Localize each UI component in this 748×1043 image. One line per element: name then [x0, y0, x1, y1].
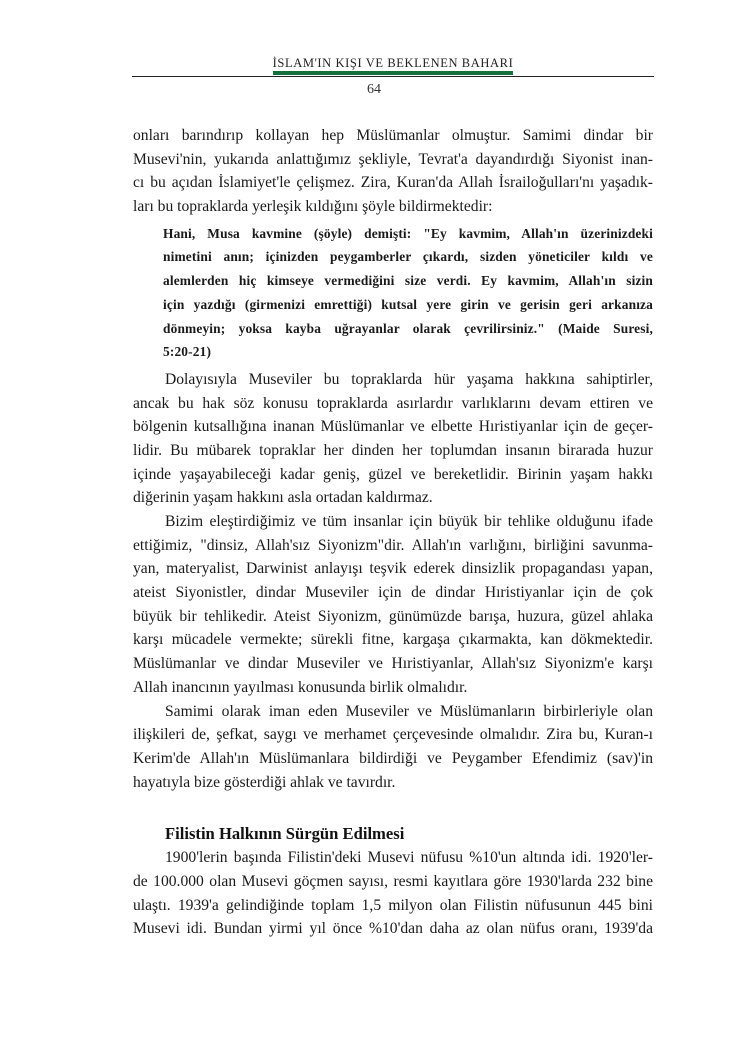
quote-line: dönmeyin; yoksa kayba uğrayanlar olarak çevrilirsiniz." (Maide Suresi,: [163, 320, 653, 336]
header-accent-bar: [273, 71, 513, 75]
text-line: Samimi olarak iman eden Museviler ve Müslümanların birbirleriyle olan: [165, 702, 653, 720]
text-line: onları barındırıp kollayan hep Müslümanlar olmuştur. Samimi dindar bir: [133, 127, 653, 144]
text-line: Dolayısıyla Museviler bu topraklarda hür yaşama hakkına sahiptirler,: [165, 370, 653, 388]
text-line: karşı mücadele vermekte; sürekli fitne, kargaşa çıkarmakta, kan dökmektedir.: [133, 631, 653, 649]
paragraph: [133, 368, 653, 510]
page-number: 64: [367, 82, 381, 97]
text-line: ilişkileri de, şefkat, saygı ve merhamet çerçevesinde olmalıdır. Zira bu, Kuran-ı: [133, 726, 653, 744]
text-line: ları bu topraklarda yerleşik kıldığını şöyle bildirmektedir:: [133, 198, 493, 216]
text-line: Bizim eleştirdiğimiz ve tüm insanlar için büyük bir tehlike olduğunu ifade: [165, 513, 653, 530]
verse-quote: [163, 222, 653, 364]
text-line: ulaştı. 1939'a gelindiğinde toplam 1,5 milyon olan Filistin nüfusunun 445 bini: [133, 896, 653, 914]
paragraph: [133, 510, 653, 700]
text-line: büyük bir tehlikedir. Ateist Siyonizm, günümüzde barışa, huzura, güzel ahlaka: [133, 607, 653, 625]
text-line: lidir. Bu mübarek topraklar her dinden her toplumdan insanın birarada huzur: [133, 441, 653, 459]
paragraph: [133, 700, 653, 795]
text-line: cı bu açıdan İslamiyet'le çelişmez. Zira, Kuran'da Allah İsrailoğulları'nı yaşadık-: [133, 174, 653, 192]
text-line: ancak bu hak söz konusu topraklarda asırlardır varlıklarını devam ettiren ve: [133, 394, 653, 412]
text-line: Musevi'nin, yukarıda anlattığımız şekliyle, Tevrat'a dayandırdığı Siyonist inan-: [133, 150, 653, 168]
quote-line: alemlerden hiç kimseye vermediğini size verdi. Ey kavmim, Allah'ın sizin: [163, 273, 653, 289]
paragraph-continuation: [133, 124, 653, 219]
text-line: içinde yaşayabileceği kadar geniş, güzel ve bereketlidir. Birinin yaşam hakkı: [133, 465, 653, 483]
body-text: [133, 124, 653, 941]
text-line: yan, materyalist, Darwinist anlayışı teşvik ederek dinsizlik propagandası yapan,: [133, 560, 653, 578]
quote-line: için yazdığı (girmenizi emrettiği) kutsal yere girin ve gerisin geri arkanıza: [163, 296, 653, 312]
text-line: ateist Siyonistler, dindar Museviler için de dindar Hıristiyanlar için de çok: [133, 584, 653, 602]
header-rule: [132, 76, 654, 77]
section-heading: Filistin Halkının Sürgün Edilmesi: [165, 824, 405, 844]
text-line: diğerinin yaşam hakkını asla ortadan kaldırmaz.: [133, 489, 433, 507]
text-line: de 100.000 olan Musevi göçmen sayısı, resmi kayıtlara göre 1930'larda 232 bine: [133, 872, 653, 890]
text-line: hayatıyla bize gösterdiği ahlak ve tavırdır.: [133, 773, 396, 791]
text-line: bölgenin kutsallığına inanan Müslümanlar ve elbette Hıristiyanlar için de geçer-: [133, 418, 653, 436]
quote-line: nimetini anın; içinizden peygamberler çıkardı, sizden yöneticiler kıldı ve: [163, 249, 653, 265]
text-line: Allah inancının yayılması konusunda birlik olmalıdır.: [133, 678, 468, 696]
quote-citation: 5:20-21): [163, 344, 212, 360]
text-line: ettiğimiz, "dinsiz, Allah'sız Siyonizm"dir. Allah'ın varlığını, birliğini savunma-: [133, 536, 653, 554]
quote-line: Hani, Musa kavmine (şöyle) demişti: "Ey kavmim, Allah'ın üzerinizdeki: [163, 225, 653, 241]
running-title: İSLAM'IN KIŞI VE BEKLENEN BAHARI: [272, 56, 514, 70]
section-paragraph: [133, 846, 653, 941]
text-line: Musevi idi. Bundan yirmi yıl önce %10'dan daha az olan nüfus oranı, 1939'da: [133, 920, 653, 938]
text-line: Müslümanlar ve dindar Museviler ve Hıristiyanlar, Allah'sız Siyonizm'e karşı: [133, 655, 653, 673]
text-line: 1900'lerin başında Filistin'deki Musevi nüfusu %10'un altında idi. 1920'ler-: [165, 849, 653, 867]
text-line: Kerim'de Allah'ın Müslümanlara bildirdiği ve Peygamber Efendimiz (sav)'in: [133, 749, 653, 767]
